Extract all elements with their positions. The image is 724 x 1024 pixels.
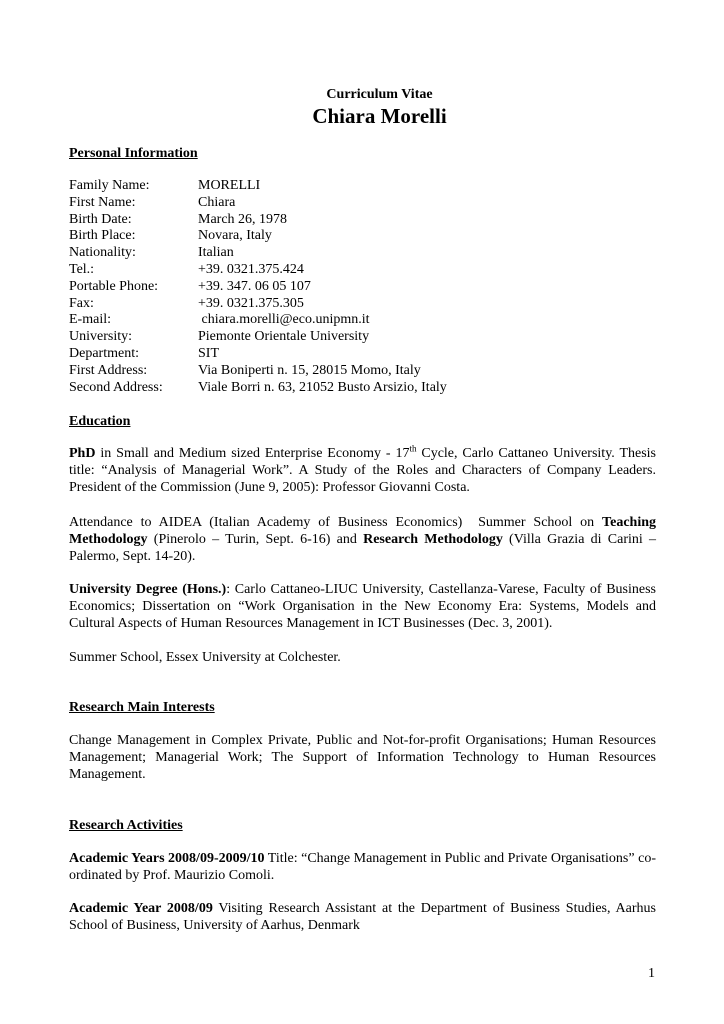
info-label: First Address:: [69, 362, 148, 378]
page-number: 1: [648, 966, 655, 981]
info-label: University:: [69, 329, 132, 345]
research-activities-heading: Research Activities: [69, 818, 183, 833]
aidea-paragraph: [69, 514, 656, 565]
info-label: Second Address:: [69, 379, 163, 395]
info-label: Fax:: [69, 295, 94, 311]
person-name: Chiara Morelli: [312, 104, 447, 128]
research-interests-paragraph: Change Management in Complex Private, Public and Not-for-profit Organisations; Human Resources Management; Managerial Work; The Support of Information Technology to Human Resources Management.: [69, 733, 656, 782]
degree-paragraph: [69, 581, 656, 632]
personal-info-table: [69, 178, 447, 396]
info-row: [69, 245, 447, 262]
email-value: chiara.morelli@eco.unipmn.it: [198, 312, 370, 328]
info-value: MORELLI: [198, 178, 261, 193]
info-label: Nationality:: [69, 245, 136, 261]
info-row: [69, 363, 447, 380]
info-label: First Name:: [69, 194, 136, 210]
info-label: Portable Phone:: [69, 278, 159, 294]
document-subtitle: Curriculum Vitae: [326, 87, 433, 102]
activity-1-text: Title: “Change Management in Public and Private Organisations” co-ordinated by Prof. Maurizio Comoli.: [69, 851, 656, 883]
teaching-methodology-label: Teaching Methodology: [69, 515, 656, 547]
aidea-text-a: Attendance to AIDEA (Italian Academy of Business Economics) Summer School on: [69, 515, 603, 530]
info-value: SIT: [198, 345, 219, 361]
activity-item-1: [69, 850, 656, 884]
phd-paragraph: [69, 445, 656, 496]
degree-text: : Carlo Cattaneo-LIUC University, Castellanza-Varese, Faculty of Business Economics; Dissertation on “Work Organisation in the New Economy Era: Systems, Models and Cultural Aspects of Human Resources Management in ICT Businesses (Dec. 3, 2001).: [69, 582, 656, 631]
info-row: [69, 195, 447, 212]
info-row: [69, 262, 447, 279]
phd-text-a: in Small and Medium sized Enterprise Economy - 17: [95, 446, 410, 461]
info-row: [69, 296, 447, 313]
info-row: [69, 312, 447, 329]
info-row: [69, 346, 447, 363]
info-value: Chiara: [198, 194, 236, 210]
info-row: [69, 178, 447, 195]
info-label: Department:: [69, 345, 139, 361]
info-value: Via Boniperti n. 15, 28015 Momo, Italy: [198, 362, 421, 378]
info-value: Viale Borri n. 63, 21052 Busto Arsizio, Italy: [198, 379, 447, 395]
info-value: +39. 0321.375.305: [198, 295, 304, 311]
info-row: [69, 380, 447, 397]
info-row: [69, 279, 447, 296]
info-row: [69, 329, 447, 346]
info-label: Birth Place:: [69, 228, 136, 244]
info-value: +39. 347. 06 05 107: [198, 278, 311, 294]
phd-text-b: Cycle, Carlo Cattaneo University. Thesis title: “Analysis of Managerial Work”. A Study of the Roles and Characters of Company Leaders. President of the Commission (June 9, 2005): Professor Giovanni Costa.: [69, 446, 656, 495]
activity-2-years: Academic Year 2008/09: [69, 901, 213, 916]
info-value: Piemonte Orientale University: [198, 329, 370, 345]
education-heading: Education: [69, 414, 131, 429]
activity-item-2: [69, 900, 656, 934]
aidea-text-b: (Pinerolo – Turin, Sept. 6-16) and: [147, 532, 364, 547]
info-value: Novara, Italy: [198, 228, 272, 244]
aidea-text-c: (Villa Grazia di Carini – Palermo, Sept. 14-20).: [69, 532, 656, 564]
cv-header: [0, 86, 724, 129]
info-row: [69, 228, 447, 245]
phd-label: PhD: [69, 446, 96, 461]
activity-1-years: Academic Years 2008/09-2009/10: [69, 851, 265, 866]
info-label: Birth Date:: [69, 211, 132, 227]
info-value: March 26, 1978: [198, 211, 288, 227]
phd-superscript: th: [409, 443, 417, 454]
info-row: [69, 212, 447, 229]
research-interests-heading: Research Main Interests: [69, 700, 215, 715]
degree-label: University Degree (Hons.): [69, 582, 227, 597]
activity-2-text: Visiting Research Assistant at the Department of Business Studies, Aarhus School of Business, University of Aarhus, Denmark: [69, 901, 656, 933]
summer-school-paragraph: Summer School, Essex University at Colchester.: [69, 650, 341, 665]
info-value: +39. 0321.375.424: [198, 261, 304, 277]
info-label: Family Name:: [69, 178, 150, 193]
research-methodology-label: Research Methodology: [363, 532, 503, 547]
info-label: E-mail:: [69, 312, 111, 328]
info-label: Tel.:: [69, 261, 95, 277]
personal-info-heading: Personal Information: [69, 146, 198, 161]
info-value: Italian: [198, 245, 234, 261]
